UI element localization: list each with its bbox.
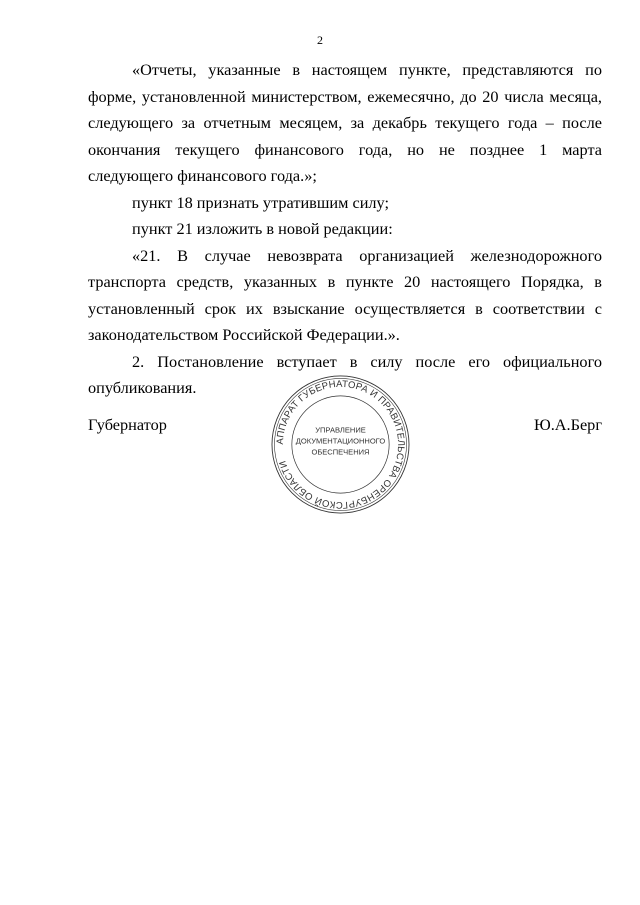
- seal-center-line-3: ОБЕСПЕЧЕНИЯ: [311, 447, 370, 457]
- signer-name: Ю.А.Берг: [533, 415, 602, 434]
- seal-center-line-1: УПРАВЛЕНИЕ: [315, 425, 366, 435]
- page-number: 2: [317, 33, 323, 47]
- seal-ring-text: АППАРАТ ГУБЕРНАТОРА И ПРАВИТЕЛЬСТВА ОРЕНБУРГСКОЙ ОБЛАСТИ: [274, 378, 407, 511]
- signer-title: Губернатор: [88, 415, 167, 434]
- paragraph-item-21-intro: пункт 21 изложить в новой редакции:: [132, 219, 393, 238]
- document-body: [88, 57, 602, 402]
- seal-center-line-2: ДОКУМЕНТАЦИОННОГО: [295, 436, 386, 446]
- paragraph-effective-date: 2. Постановление вступает в силу после его официального опубликования.: [88, 351, 602, 397]
- paragraph-item-21-text: «21. В случае невозврата организацией железнодорожного транспорта средств, указанных в пункте 20 настоящего Порядка, в установленный срок их взыскание осуществляется в соответствии с законодательством Российской Федерации.».: [88, 245, 602, 344]
- paragraph-report-form: «Отчеты, указанные в настоящем пункте, представляются по форме, установленной министерством, ежемесячно, до 20 числа месяца, следующего за отчетным месяцем, за декабрь текущего года – после окончания текущего финансового года, но не позднее 1 марта следующего финансового года.»;: [88, 60, 602, 185]
- paragraph-item-18: пункт 18 признать утратившим силу;: [132, 192, 389, 212]
- official-seal-stamp: [270, 374, 411, 515]
